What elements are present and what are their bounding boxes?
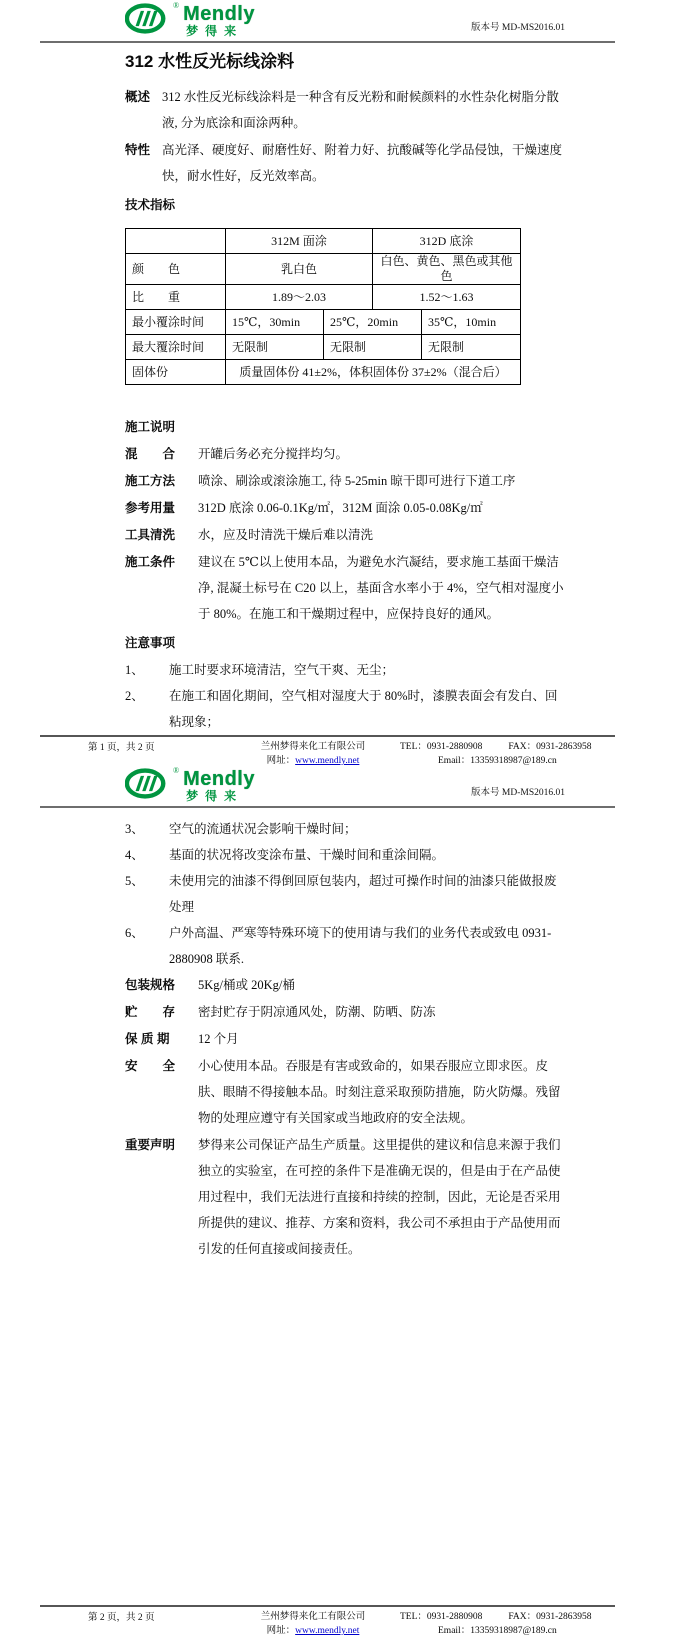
tool-cleaning-label: 工具清洗 xyxy=(125,528,176,542)
row-min-c3: 35℃，10min xyxy=(422,310,521,335)
footer-fax: FAX：0931-2863958 xyxy=(508,742,592,752)
row-max-c2: 无限制 xyxy=(324,335,422,360)
row-solids-label: 固体份 xyxy=(126,360,226,385)
brand-name-cn: 梦得来 xyxy=(186,24,244,38)
page2-header xyxy=(0,760,687,806)
website-link[interactable]: www.mendly.net xyxy=(295,1626,360,1636)
footer-company-name: 兰州梦得来化工有限公司 xyxy=(260,1612,366,1622)
note-text: 空气的流通状况会影响干燥时间； xyxy=(169,822,357,836)
safety-text: 小心使用本品。吞服是有害或致命的，如果吞服应立即求医。皮肤、眼睛不得接触本品。时刻注意采取预防措施，防火防爆。残留物的处理应遵守有关国家或当地政府的安全法规。 xyxy=(198,1059,561,1125)
table-row xyxy=(126,335,521,360)
footer-company-name: 兰州梦得来化工有限公司 xyxy=(260,742,366,752)
footer-page-info: 第 1 页，共 2 页 xyxy=(88,743,155,753)
note-number: 6、 xyxy=(125,926,144,940)
dosage-label: 参考用量 xyxy=(125,501,176,515)
version-label: 版本号 MD-MS2016.01 xyxy=(471,23,565,33)
logo-wordmark xyxy=(183,769,255,802)
note-item xyxy=(125,868,565,920)
footer-tel: TEL：0931-2880908 xyxy=(400,1612,483,1622)
table-row xyxy=(126,285,521,310)
logo-mark-icon xyxy=(125,768,169,799)
note-text: 未使用完的油漆不得倒回原包装内，超过可操作时间的油漆只能做报废处理 xyxy=(169,874,557,914)
row-max-label: 最大覆涂时间 xyxy=(126,335,226,360)
row-gravity-label: 比 重 xyxy=(126,285,226,310)
table-cell xyxy=(126,229,226,254)
tech-specs-heading: 技术指标 xyxy=(125,198,176,212)
table-row xyxy=(126,360,521,385)
row-max-c3: 无限制 xyxy=(422,335,521,360)
datasheet-page-2 xyxy=(0,760,687,1638)
overview-label: 概述 xyxy=(125,90,151,104)
features-text: 高光泽、硬度好、耐磨性好、附着力好、抗酸碱等化学品侵蚀，干燥速度快，耐水性好，反光效率高。 xyxy=(162,143,563,183)
footer-page-info: 第 2 页，共 2 页 xyxy=(88,1613,155,1623)
construction-item xyxy=(125,495,565,521)
packaging-label: 包装规格 xyxy=(125,978,176,992)
row-gravity-d: 1.52～1.63 xyxy=(373,285,521,310)
row-color-label: 颜 色 xyxy=(126,254,226,285)
row-min-label: 最小覆涂时间 xyxy=(126,310,226,335)
row-color-d: 白色、黄色、黑色或其他色 xyxy=(373,254,521,285)
safety-item xyxy=(125,1053,565,1131)
shelf-life-label: 保 质 期 xyxy=(125,1032,170,1046)
construction-item xyxy=(125,549,565,627)
overview-text: 312 水性反光标线涂料是一种含有反光粉和耐候颜料的水性杂化树脂分散液, 分为底涂和面涂两种。 xyxy=(162,90,559,130)
note-item xyxy=(125,842,565,868)
note-text: 在施工和固化期间，空气相对湿度大于 80%时，漆膜表面会有发白、回粘现象； xyxy=(169,689,558,729)
note-text: 基面的状况将改变涂布量、干燥时间和重涂间隔。 xyxy=(169,848,445,862)
notes-heading: 注意事项 xyxy=(125,636,176,650)
features-section xyxy=(125,137,565,189)
version-label: 版本号 MD-MS2016.01 xyxy=(471,788,565,798)
note-item xyxy=(125,920,565,972)
storage-label: 贮 存 xyxy=(125,1005,176,1019)
row-gravity-m: 1.89～2.03 xyxy=(226,285,373,310)
note-item xyxy=(125,816,565,842)
brand-name: Mendly xyxy=(183,3,255,25)
table-row xyxy=(126,229,521,254)
table-col-header-m: 312M 面涂 xyxy=(226,229,373,254)
table-row xyxy=(126,254,521,285)
note-item xyxy=(125,683,565,735)
website-label: 网址： xyxy=(266,1626,296,1636)
method-text: 喷涂、刷涂或滚涂施工, 待 5-25min 晾干即可进行下道工序 xyxy=(198,474,516,488)
note-text: 户外高温、严寒等特殊环境下的使用请与我们的业务代表或致电 0931-2880908 联系. xyxy=(169,926,552,966)
mixing-label: 混 合 xyxy=(125,447,176,461)
packaging-text: 5Kg/桶或 20Kg/桶 xyxy=(198,978,295,992)
brand-name: Mendly xyxy=(183,768,255,790)
row-min-c1: 15℃，30min xyxy=(226,310,324,335)
table-row xyxy=(126,310,521,335)
page2-footer xyxy=(0,1605,687,1638)
datasheet-page-1 xyxy=(0,0,687,766)
safety-label: 安 全 xyxy=(125,1059,176,1073)
disclaimer-item xyxy=(125,1132,565,1262)
storage-item xyxy=(125,999,565,1025)
storage-text: 密封贮存于阴凉通风处，防潮、防晒、防冻 xyxy=(198,1005,436,1019)
registered-trademark-icon: ® xyxy=(173,766,180,775)
row-min-c2: 25℃，20min xyxy=(324,310,422,335)
method-label: 施工方法 xyxy=(125,474,176,488)
note-text: 施工时要求环境清洁，空气干爽、无尘； xyxy=(169,663,395,677)
brand-name-cn: 梦得来 xyxy=(186,789,244,803)
footer-fax: FAX：0931-2863958 xyxy=(508,1612,592,1622)
note-number: 1、 xyxy=(125,663,144,677)
tool-cleaning-text: 水，应及时清洗干燥后难以清洗 xyxy=(198,528,374,542)
construction-item xyxy=(125,522,565,548)
conditions-text: 建议在 5℃以上使用本品，为避免水汽凝结，要求施工基面干燥洁净, 混凝土标号在 C20 以上，基面含水率小于 4%，空气相对湿度小于 80%。在施工和干燥期过程中，应保持良好的通风。 xyxy=(198,555,564,621)
row-solids-value: 质量固体份 41±2%，体积固体份 37±2%（混合后） xyxy=(226,360,521,385)
footer-email: Email：13359318987@189.cn xyxy=(438,1626,557,1636)
disclaimer-label: 重要声明 xyxy=(125,1138,176,1152)
footer-tel: TEL：0931-2880908 xyxy=(400,742,483,752)
disclaimer-text: 梦得来公司保证产品生产质量。这里提供的建议和信息来源于我们独立的实验室，在可控的条件下是准确无误的，但是由于在产品使用过程中，我们无法进行直接和持续的控制，因此，无论是否采用所提供的建议、推荐、方案和资料，我公司不承担由于产品使用而引发的任何直接或间接责任。 xyxy=(198,1138,561,1256)
features-label: 特性 xyxy=(125,143,151,157)
footer-website xyxy=(238,1624,388,1638)
construction-item xyxy=(125,441,565,467)
overview-section xyxy=(125,84,565,136)
conditions-label: 施工条件 xyxy=(125,555,176,569)
shelf-life-text: 12 个月 xyxy=(198,1032,239,1046)
construction-item xyxy=(125,468,565,494)
page1-header xyxy=(0,0,687,41)
company-logo xyxy=(125,768,255,802)
spec-table xyxy=(125,228,521,385)
mixing-text: 开罐后务必充分搅拌均匀。 xyxy=(198,447,349,461)
note-item xyxy=(125,657,565,683)
note-number: 4、 xyxy=(125,848,144,862)
logo-wordmark xyxy=(183,4,255,37)
row-color-m: 乳白色 xyxy=(226,254,373,285)
company-logo xyxy=(125,3,255,37)
website-label: 网址： xyxy=(266,756,296,766)
packaging-item xyxy=(125,972,565,998)
note-number: 5、 xyxy=(125,874,144,888)
website-link[interactable]: www.mendly.net xyxy=(295,756,360,766)
row-max-c1: 无限制 xyxy=(226,335,324,360)
footer-email: Email：13359318987@189.cn xyxy=(438,756,557,766)
shelf-life-item xyxy=(125,1026,565,1052)
note-number: 3、 xyxy=(125,822,144,836)
page-title: 312 水性反光标线涂料 xyxy=(125,52,295,71)
logo-mark-icon xyxy=(125,3,169,34)
table-col-header-d: 312D 底涂 xyxy=(373,229,521,254)
registered-trademark-icon: ® xyxy=(173,1,180,10)
dosage-text: 312D 底涂 0.06-0.1Kg/㎡，312M 面涂 0.05-0.08Kg/㎡ xyxy=(198,501,483,515)
note-number: 2、 xyxy=(125,689,144,703)
construction-heading: 施工说明 xyxy=(125,420,176,434)
